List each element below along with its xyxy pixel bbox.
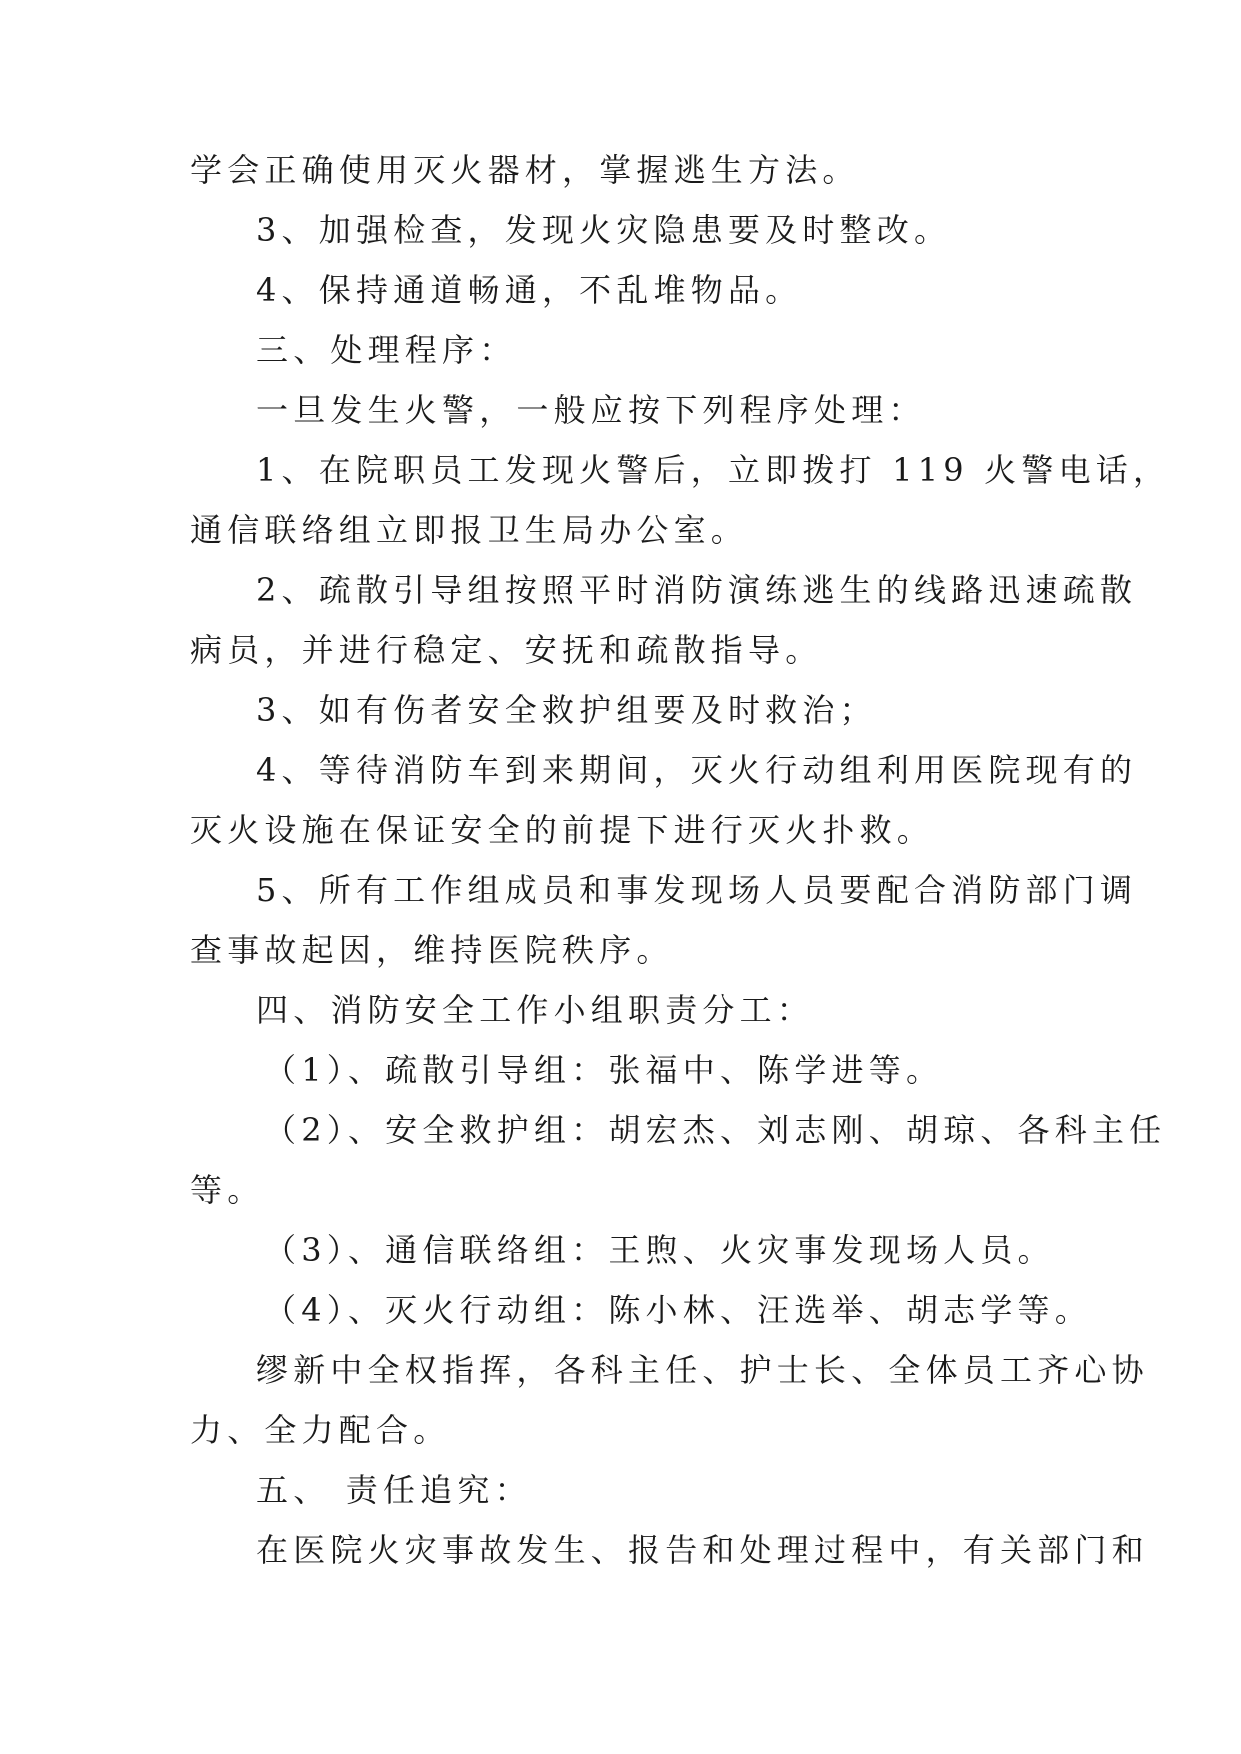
text-line: 力、全力配合。 bbox=[190, 1411, 451, 1449]
text-line: 灭火设施在保证安全的前提下进行灭火扑救。 bbox=[190, 811, 935, 849]
text-line: （2）、安全救护组：胡宏杰、刘志刚、胡琼、各科主任 bbox=[264, 1111, 1167, 1149]
text-line: 学会正确使用灭火器材，掌握逃生方法。 bbox=[190, 151, 860, 189]
text-line: 3、加强检查，发现火灾隐患要及时整改。 bbox=[256, 211, 952, 249]
text-line: 缪新中全权指挥，各科主任、护士长、全体员工齐心协 bbox=[256, 1351, 1149, 1389]
text-line: （3）、通信联络组：王煦、火灾事发现场人员。 bbox=[264, 1231, 1055, 1269]
text-line: 5、所有工作组成员和事发现场人员要配合消防部门调 bbox=[256, 871, 1138, 909]
text-line: 通信联络组立即报卫生局办公室。 bbox=[190, 511, 749, 549]
text-line: 等。 bbox=[190, 1171, 265, 1209]
section-heading: 四、消防安全工作小组职责分工： bbox=[256, 991, 815, 1029]
text-line: 1、在院职员工发现火警后，立即拨打 119 火警电话， bbox=[256, 451, 1171, 489]
text-line: 3、如有伤者安全救护组要及时救治； bbox=[256, 691, 877, 729]
text-line: 查事故起因，维持医院秩序。 bbox=[190, 931, 674, 969]
text-line: 2、疏散引导组按照平时消防演练逃生的线路迅速疏散 bbox=[256, 571, 1138, 609]
text-line: 一旦发生火警，一般应按下列程序处理： bbox=[256, 391, 926, 429]
text-line: 4、保持通道畅通，不乱堆物品。 bbox=[256, 271, 803, 309]
text-line: 4、等待消防车到来期间，灭火行动组利用医院现有的 bbox=[256, 751, 1138, 789]
text-line: 在医院火灾事故发生、报告和处理过程中，有关部门和 bbox=[256, 1531, 1149, 1569]
text-line: （1）、疏散引导组：张福中、陈学进等。 bbox=[264, 1051, 944, 1089]
text-line: 病员，并进行稳定、安抚和疏散指导。 bbox=[190, 631, 823, 669]
section-heading: 五、 责任追究： bbox=[256, 1471, 532, 1509]
text-line: （4）、灭火行动组：陈小林、汪选举、胡志学等。 bbox=[264, 1291, 1092, 1329]
section-heading: 三、处理程序： bbox=[256, 331, 517, 369]
